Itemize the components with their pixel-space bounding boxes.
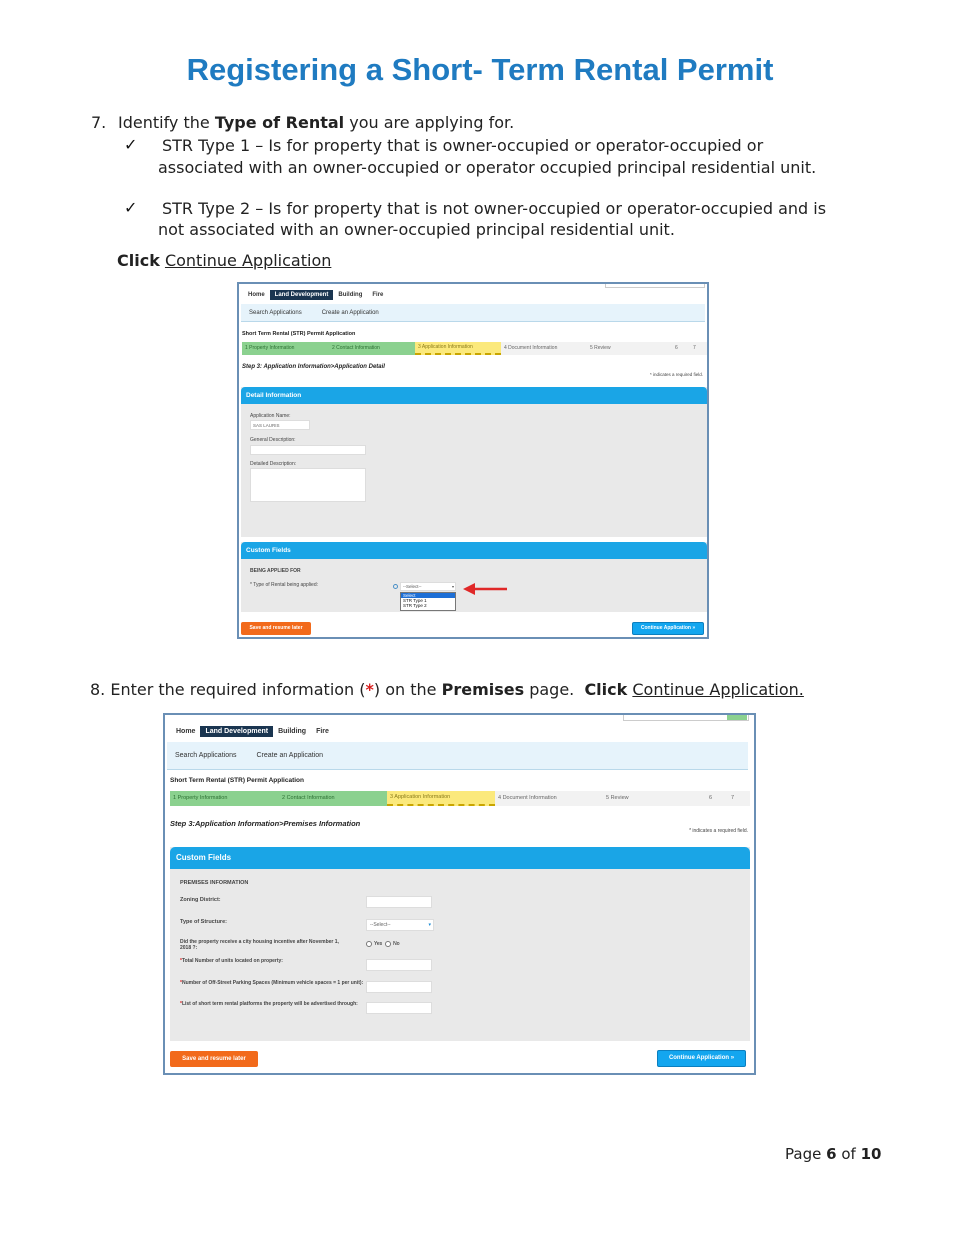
step-indicator <box>170 791 750 806</box>
yes-radio[interactable] <box>366 941 372 947</box>
custom-fields-header: Custom Fields <box>170 847 750 869</box>
click-word: Click <box>584 680 628 699</box>
step-label: Step 3: Application Information>Application Detail <box>242 364 385 370</box>
step7-intro-bold: Type of Rental <box>214 113 345 132</box>
step8-mid: ) on the <box>373 680 442 699</box>
step7-intro-post: you are applying for. <box>344 113 515 132</box>
platforms-text: List of short term rental platforms the property will be advertised through: <box>181 1001 358 1007</box>
step-7: 7 <box>728 791 750 806</box>
general-description-input[interactable] <box>250 445 366 455</box>
search-applications-link[interactable]: Search Applications <box>249 309 302 316</box>
type-of-rental-label: * Type of Rental being applied: <box>250 582 319 588</box>
select-value: --Select-- <box>370 922 391 928</box>
yes-label: Yes <box>374 941 383 947</box>
app-title: Short Term Rental (STR) Permit Application <box>242 331 356 337</box>
step-5: 5 Review <box>587 342 672 355</box>
sub-nav <box>167 742 748 770</box>
type-of-structure-select[interactable] <box>366 919 434 931</box>
red-arrow-icon <box>461 582 509 596</box>
page-number <box>785 1143 881 1165</box>
custom-fields-panel <box>241 542 707 612</box>
sub-nav <box>241 304 705 322</box>
type-of-structure-label: Type of Structure: <box>180 919 227 925</box>
step-indicator <box>242 342 708 355</box>
select-value: --Select-- <box>403 584 422 589</box>
required-star: * <box>365 680 374 699</box>
top-nav <box>171 726 754 737</box>
create-application-link[interactable]: Create an Application <box>321 309 379 316</box>
dropdown-option-str-type-1[interactable]: STR Type 1 <box>403 598 427 603</box>
required-note: * indicates a required field. <box>689 828 748 834</box>
check-icon: ✓ <box>124 135 138 154</box>
screenshot-premises-information <box>163 713 756 1075</box>
step-2: 2 Contact Information <box>329 342 415 355</box>
app-name-input[interactable]: SAS LAURIS <box>250 420 310 430</box>
step-3: 3 Application Information <box>415 342 501 355</box>
incentive-label: Did the property receive a city housing incentive after November 1, 2018 ?: <box>180 939 339 951</box>
screenshot-application-detail <box>237 282 709 639</box>
custom-fields-header: Custom Fields <box>241 542 707 559</box>
tab-fire[interactable]: Fire <box>372 292 384 298</box>
check-icon: ✓ <box>124 198 138 217</box>
continue-application-link[interactable]: Continue Application <box>164 251 332 270</box>
no-radio[interactable] <box>385 941 391 947</box>
parking-text: Number of Off-Street Parking Spaces (Minimum vehicle spaces = 1 per unit): <box>181 980 364 986</box>
tab-fire[interactable]: Fire <box>316 728 329 735</box>
step-3: 3 Application Information <box>387 791 495 806</box>
step8-pre: 8. Enter the required information ( <box>90 680 366 699</box>
tab-home[interactable]: Home <box>248 292 265 298</box>
search-button[interactable] <box>727 715 747 720</box>
step-7: 7 <box>690 342 708 355</box>
parking-label: *Number of Off-Street Parking Spaces (Minimum vehicle spaces = 1 per unit): <box>180 980 364 986</box>
platforms-input[interactable] <box>366 1002 432 1014</box>
step-5: 5 Review <box>603 791 706 806</box>
dropdown-option-select[interactable]: Select <box>401 593 455 598</box>
step-4: 4 Document Information <box>495 791 603 806</box>
search-box[interactable] <box>605 284 705 288</box>
bullet1-line1: STR Type 1 – Is for property that is owner-occupied or operator-occupied or <box>162 136 764 155</box>
page-word: Page <box>785 1145 822 1163</box>
dropdown-option-str-type-2[interactable]: STR Type 2 <box>403 603 427 608</box>
step-1: 1 Property Information <box>170 791 279 806</box>
save-resume-button[interactable]: Save and resume later <box>170 1051 258 1067</box>
create-application-link[interactable]: Create an Application <box>256 752 324 759</box>
premises-section-heading: PREMISES INFORMATION <box>180 880 249 886</box>
step-1: 1 Property Information <box>242 342 329 355</box>
zoning-district-label: Zoning District: <box>180 897 221 903</box>
parking-input[interactable] <box>366 981 432 993</box>
step8-premises: Premises <box>441 680 525 699</box>
step-4: 4 Document Information <box>501 342 587 355</box>
search-applications-link[interactable]: Search Applications <box>175 752 237 759</box>
step-2: 2 Contact Information <box>279 791 387 806</box>
tab-land-development[interactable]: Land Development <box>270 290 334 300</box>
required-note: * indicates a required field. <box>649 372 703 377</box>
tab-home[interactable]: Home <box>176 728 196 735</box>
current-page: 6 <box>826 1145 837 1163</box>
platforms-label: *List of short term rental platforms the property will be advertised through: <box>180 1001 358 1007</box>
of-word: of <box>841 1145 856 1163</box>
tab-building[interactable]: Building <box>338 292 363 298</box>
click-word: Click <box>117 251 160 270</box>
step-label: Step 3:Application Information>Premises Information <box>170 819 361 828</box>
top-nav <box>243 290 707 300</box>
detail-panel <box>241 387 707 537</box>
tab-building[interactable]: Building <box>278 728 307 735</box>
bullet1-line2: associated with an owner-occupied or operator occupied principal residential unit. <box>158 158 817 177</box>
save-resume-button[interactable]: Save and resume later <box>241 622 311 635</box>
continue-application-button[interactable]: Continue Application » <box>632 622 704 635</box>
step-6: 6 <box>672 342 690 355</box>
chevron-down-icon: ▾ <box>428 922 431 928</box>
type-of-rental-select[interactable] <box>400 582 456 591</box>
step7-intro <box>118 112 514 134</box>
total-pages: 10 <box>860 1145 882 1163</box>
continue-application-link[interactable]: Continue Application. <box>632 680 804 699</box>
zoning-district-input[interactable] <box>366 896 432 908</box>
units-text: Total Number of units located on property: <box>181 958 283 964</box>
continue-application-button[interactable]: Continue Application » <box>657 1050 746 1067</box>
chevron-down-icon: ▾ <box>451 584 454 589</box>
detailed-description-label: Detailed Description: <box>250 461 297 467</box>
no-label: No <box>393 941 400 947</box>
step7-click-instruction <box>117 250 331 272</box>
being-applied-heading: BEING APPLIED FOR <box>250 568 301 574</box>
incentive-radio-group <box>366 941 400 947</box>
step7-number: 7. <box>91 113 107 132</box>
units-label: *Total Number of units located on property: <box>180 958 283 964</box>
step8-instruction <box>90 679 804 701</box>
tab-land-development[interactable]: Land Development <box>200 726 273 737</box>
step-6: 6 <box>706 791 728 806</box>
app-title: Short Term Rental (STR) Permit Application <box>170 777 304 784</box>
custom-fields-panel <box>170 847 750 1041</box>
bullet2-line1: STR Type 2 – Is for property that is not owner-occupied or operator-occupied and is <box>162 199 827 218</box>
general-description-label: General Description: <box>250 437 296 443</box>
units-input[interactable] <box>366 959 432 971</box>
step8-post: page. <box>524 680 585 699</box>
detail-header: Detail Information <box>241 387 707 404</box>
app-name-label: Application Name: <box>250 413 291 419</box>
help-icon[interactable] <box>393 584 398 589</box>
step7-intro-pre: Identify the <box>118 113 215 132</box>
detailed-description-textarea[interactable] <box>250 468 366 502</box>
page-title: Registering a Short- Term Rental Permit <box>186 52 774 87</box>
rental-type-dropdown <box>400 592 456 611</box>
bullet2-line2: not associated with an owner-occupied principal residential unit. <box>158 220 675 239</box>
